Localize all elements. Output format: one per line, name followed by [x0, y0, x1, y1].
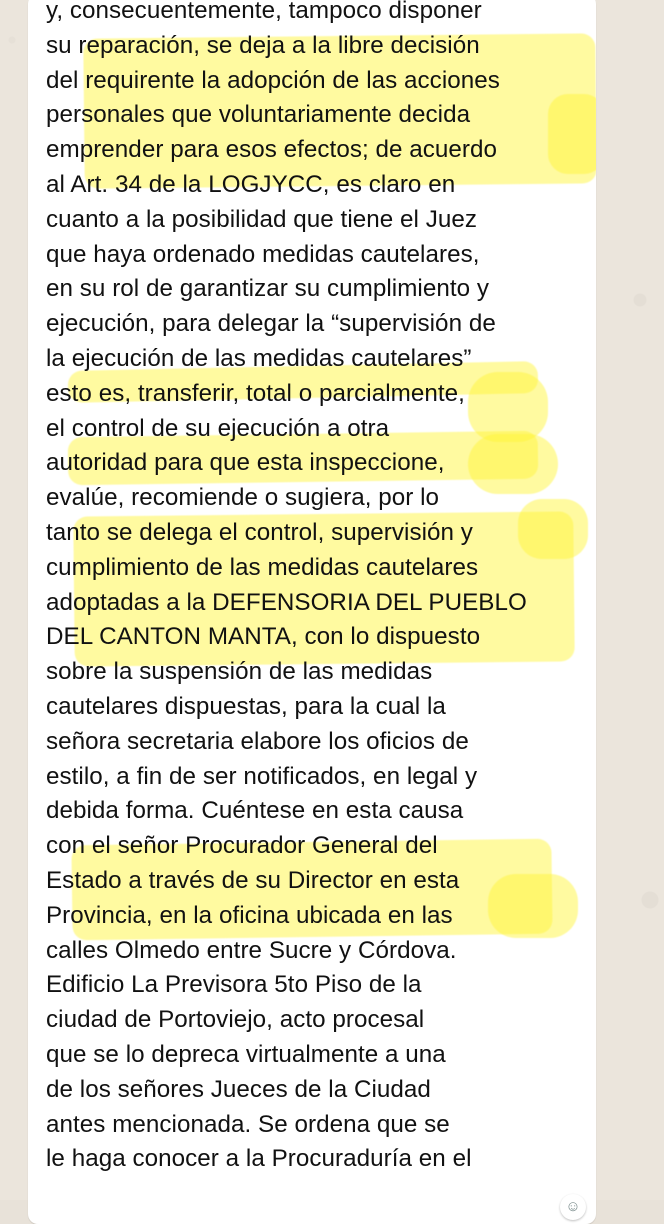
message-line: antes mencionada. Se ordena que se	[46, 1110, 450, 1138]
sticker-icon[interactable]: ☺	[560, 1194, 586, 1220]
message-line: el control de su ejecución a otra	[46, 414, 390, 442]
message-line: evalúe, recomiende o sugiera, por lo	[46, 484, 440, 512]
message-line: la ejecución de las medidas cautelares”	[46, 344, 472, 372]
message-line: autoridad para que esta inspeccione,	[46, 449, 445, 477]
message-line: le haga conocer a la Procuraduría en el	[46, 1145, 472, 1173]
message-line: emprender para esos efectos; de acuerdo	[46, 136, 498, 164]
message-text	[46, 0, 591, 1177]
message-line: cumplimiento de las medidas cautelares	[46, 553, 479, 581]
message-line: Estado a través de su Director en esta	[46, 866, 460, 894]
message-line: Edificio La Previsora 5to Piso de la	[46, 971, 422, 999]
message-line: sobre la suspensión de las medidas	[46, 658, 433, 686]
message-line: del requirente la adopción de las acciones	[46, 66, 500, 94]
message-line: adoptadas a la DEFENSORIA DEL PUEBLO	[46, 588, 527, 616]
message-line: cautelares dispuestas, para la cual la	[46, 692, 446, 720]
message-line: Provincia, en la oficina ubicada en las	[46, 901, 453, 929]
message-line: debida forma. Cuéntese en esta causa	[46, 797, 464, 825]
message-line: estilo, a fin de ser notificados, en legal y	[46, 762, 478, 790]
message-line: DEL CANTON MANTA, con lo dispuesto	[46, 623, 481, 651]
message-line: en su rol de garantizar su cumplimiento y	[46, 275, 490, 303]
message-line: y, consecuentemente, tampoco disponer	[46, 0, 482, 24]
message-line: tanto se delega el control, supervisión y	[46, 518, 473, 546]
message-line: que haya ordenado medidas cautelares,	[46, 240, 480, 268]
message-line: ciudad de Portoviejo, acto procesal	[46, 1006, 425, 1034]
message-line: con el señor Procurador General del	[46, 832, 438, 860]
message-line: calles Olmedo entre Sucre y Córdova.	[46, 936, 457, 964]
message-line: personales que voluntariamente decida	[46, 101, 471, 129]
message-line: al Art. 34 de la LOGJYCC, es claro en	[46, 170, 456, 198]
message-line: cuanto a la posibilidad que tiene el Juez	[46, 205, 478, 233]
message-line: que se lo depreca virtualmente a una	[46, 1040, 446, 1068]
message-line: su reparación, se deja a la libre decisión	[46, 31, 480, 59]
message-line: esto es, transferir, total o parcialmente,	[46, 379, 465, 407]
message-bubble[interactable]	[28, 0, 596, 1224]
message-line: señora secretaria elabore los oficios de	[46, 727, 469, 755]
message-line: de los señores Jueces de la Ciudad	[46, 1075, 431, 1103]
message-line: ejecución, para delegar la “supervisión de	[46, 310, 496, 338]
